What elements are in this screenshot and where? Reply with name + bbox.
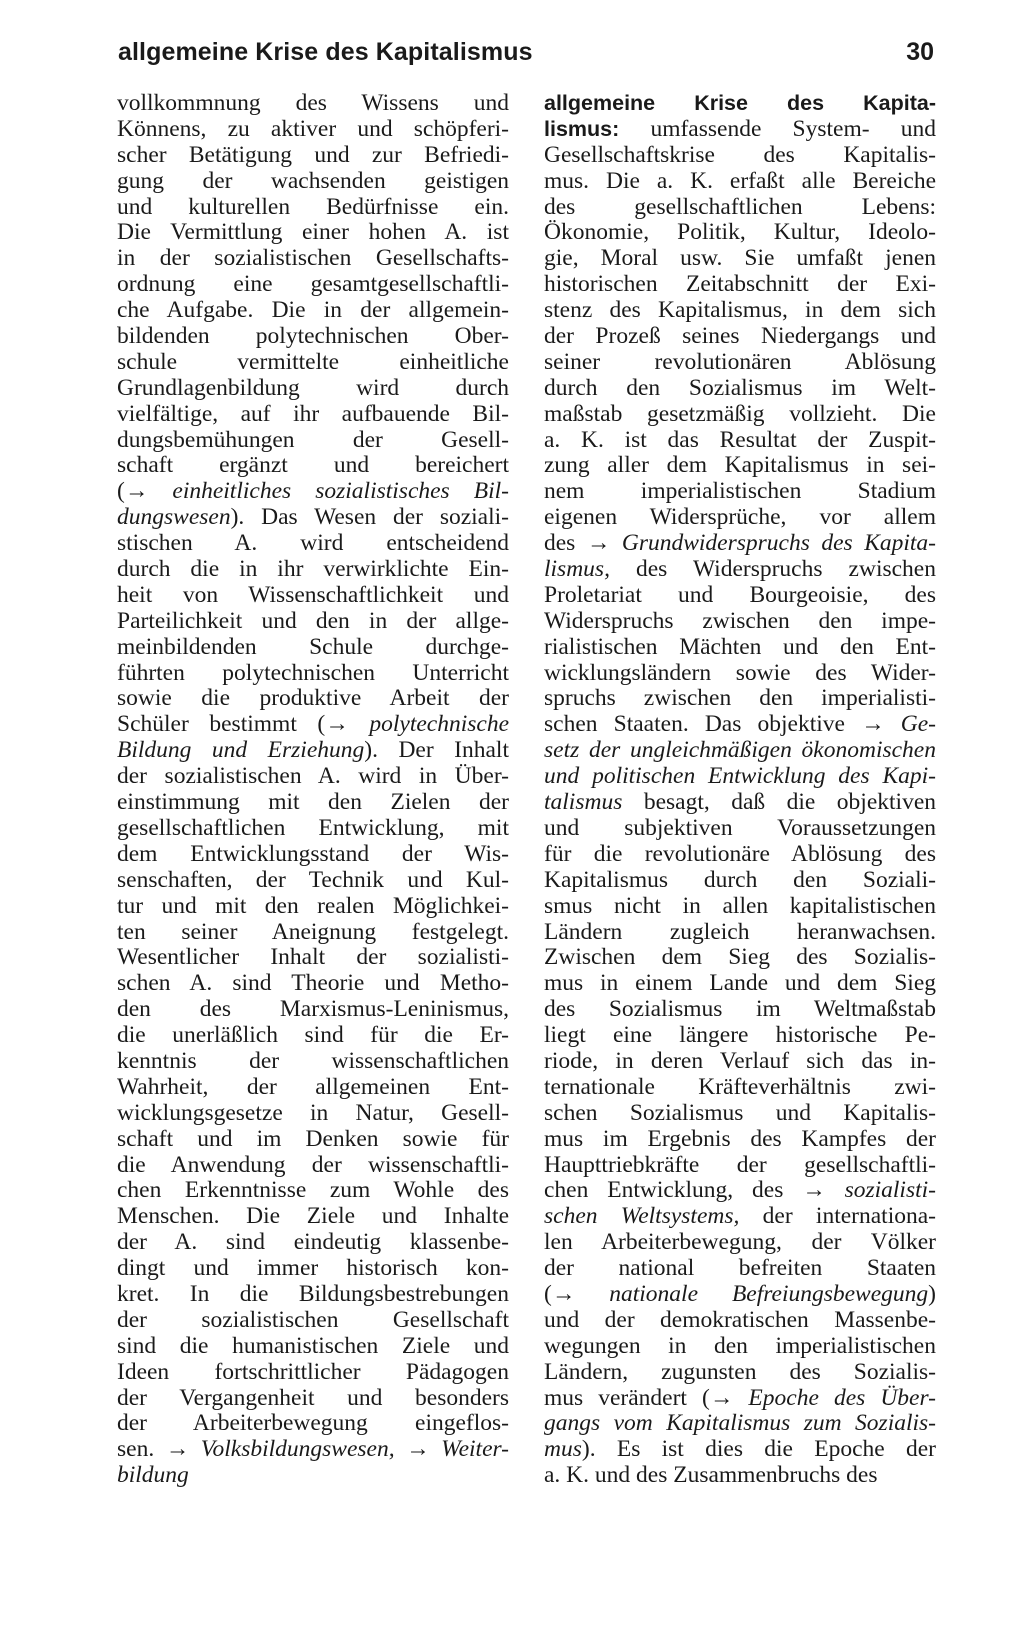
text-line — [117, 1463, 509, 1489]
text-run: scher Betätigung und zur Befriedi- — [117, 141, 509, 168]
text-line — [117, 1308, 509, 1334]
text-line — [117, 246, 509, 272]
text-run: durch die in ihr verwirklichte Ein- — [117, 556, 509, 583]
text-run: vielfältige, auf ihr aufbauende Bil- — [117, 400, 509, 427]
text-line — [544, 1023, 936, 1049]
text-run: dungsbemühungen der Gesell- — [117, 426, 509, 453]
text-run: sen. → — [117, 1436, 201, 1463]
text-run: kenntnis der wissenschaftlichen — [117, 1047, 509, 1074]
left-text-column — [117, 91, 509, 1489]
cross-reference-text: Volksbildungswesen, — [200, 1436, 395, 1463]
text-run: der national befreiten Staaten — [544, 1255, 936, 1282]
text-line — [544, 764, 936, 790]
text-run: len Arbeiterbewegung, der Völker — [544, 1229, 936, 1256]
text-run: a. K. und des Zusammenbruchs des — [544, 1462, 878, 1489]
cross-reference-text: und politischen Entwicklung des Kapi- — [544, 763, 936, 790]
text-line — [117, 453, 509, 479]
text-line — [117, 764, 509, 790]
text-line — [117, 143, 509, 169]
text-run: seiner revolutionären Ablösung — [544, 348, 936, 375]
text-line — [117, 1256, 509, 1282]
text-run: Ländern, zugunsten des Sozialis- — [544, 1358, 936, 1385]
text-run: die unerläßlich sind für die Er- — [117, 1022, 509, 1049]
text-run: bildenden polytechnischen Ober- — [117, 323, 509, 350]
text-line — [117, 712, 509, 738]
text-run: stenz des Kapitalismus, in dem sich — [544, 297, 936, 324]
text-line — [544, 894, 936, 920]
text-line — [544, 920, 936, 946]
text-line — [117, 945, 509, 971]
text-line — [117, 894, 509, 920]
text-line — [544, 246, 936, 272]
text-line — [117, 324, 509, 350]
text-line — [544, 997, 936, 1023]
entry-headword: lismus: — [544, 116, 620, 141]
cross-reference-text: bildung — [117, 1462, 189, 1489]
text-run: mus in einem Lande und dem Sieg — [544, 970, 936, 997]
text-line — [117, 1101, 509, 1127]
text-line — [117, 661, 509, 687]
text-run: Schüler bestimmt (→ — [117, 711, 370, 738]
text-run: gie, Moral usw. Sie umfaßt jenen — [544, 245, 936, 272]
text-run: Haupttriebkräfte der gesellschaftli- — [544, 1151, 936, 1178]
text-run: des Sozialismus im Weltmaßstab — [544, 996, 936, 1023]
text-line — [544, 505, 936, 531]
text-line — [544, 531, 936, 557]
text-line — [117, 557, 509, 583]
text-line — [544, 842, 936, 868]
text-line — [117, 1153, 509, 1179]
text-run: schen Staaten. Das objektive → — [544, 711, 901, 738]
text-run: sowie die produktive Arbeit der — [117, 685, 509, 712]
text-run: Gesellschaftskrise des Kapitalis- — [544, 141, 936, 168]
text-line — [544, 350, 936, 376]
text-run: Parteilichkeit und den in der allge- — [117, 607, 509, 634]
text-line — [117, 1360, 509, 1386]
text-run: Wahrheit, der allgemeinen Ent- — [117, 1073, 509, 1100]
cross-reference-text: sozialisti- — [844, 1177, 936, 1204]
text-run: eigenen Widersprüche, vor allem — [544, 504, 936, 531]
text-run: rialistischen Mächten und den Ent- — [544, 633, 936, 660]
cross-reference-text: Weiter- — [441, 1436, 510, 1463]
cross-reference-text: Bildung und Erziehung — [117, 737, 365, 764]
text-line — [544, 971, 936, 997]
text-run: umfassende System- und — [619, 115, 936, 142]
text-line — [544, 686, 936, 712]
text-line — [544, 1360, 936, 1386]
cross-reference-text: Epoche des Über- — [748, 1384, 936, 1411]
text-run: besagt, daß die objektiven — [622, 789, 936, 816]
text-line — [117, 1437, 509, 1463]
cross-reference-text: Ge- — [900, 711, 936, 738]
text-run: Proletariat und Bourgeoisie, des — [544, 581, 936, 608]
text-run: schule vermittelte einheitliche — [117, 348, 509, 375]
text-line — [117, 920, 509, 946]
text-run: mus. Die a. K. erfaßt alle Bereiche — [544, 167, 936, 194]
text-line — [117, 842, 509, 868]
text-line — [117, 1282, 509, 1308]
text-line — [117, 1230, 509, 1256]
text-run: Grundlagenbildung wird durch — [117, 374, 509, 401]
text-run: heit von Wissenschaftlichkeit und — [117, 581, 509, 608]
text-line — [117, 195, 509, 221]
text-line — [544, 479, 936, 505]
text-run: kret. In die Bildungsbestrebungen — [117, 1280, 509, 1307]
text-line — [544, 738, 936, 764]
text-run: historischen Zeitabschnitt der Exi- — [544, 271, 936, 298]
text-run: nem imperialistischen Stadium — [544, 478, 936, 505]
text-run: ). Der Inhalt — [364, 737, 509, 764]
text-run: Kapitalismus durch den Soziali- — [544, 866, 936, 893]
text-line — [117, 1334, 509, 1360]
text-run: Ideen fortschrittlicher Pädagogen — [117, 1358, 509, 1385]
text-line — [117, 505, 509, 531]
text-line — [544, 272, 936, 298]
text-line — [117, 686, 509, 712]
text-line — [544, 324, 936, 350]
text-line — [544, 945, 936, 971]
text-run: che Aufgabe. Die in der allgemein- — [117, 297, 509, 324]
text-line — [544, 557, 936, 583]
text-run: schen A. sind Theorie und Metho- — [117, 970, 509, 997]
text-line — [544, 816, 936, 842]
text-run: schaft ergänzt und bereichert — [117, 452, 509, 479]
entry-headword: allgemeine Krise des Kapita- — [544, 91, 936, 115]
text-line — [544, 1127, 936, 1153]
text-run: Ländern zugleich heranwachsen. — [544, 918, 936, 945]
text-run: Zwischen dem Sieg des Sozialis- — [544, 944, 936, 971]
text-line — [117, 531, 509, 557]
text-line — [544, 298, 936, 324]
text-line — [544, 1463, 936, 1489]
text-line — [544, 1334, 936, 1360]
text-line — [544, 1437, 936, 1463]
text-line — [544, 1153, 936, 1179]
text-line — [117, 1023, 509, 1049]
text-run: dingt und immer historisch kon- — [117, 1255, 509, 1282]
text-line — [117, 790, 509, 816]
text-line — [117, 583, 509, 609]
text-line — [117, 1075, 509, 1101]
text-run: mus im Ergebnis des Kampfes der — [544, 1125, 936, 1152]
text-run: schaft und im Denken sowie für — [117, 1125, 509, 1152]
text-run: die Anwendung der wissenschaftli- — [117, 1151, 509, 1178]
text-line — [544, 220, 936, 246]
text-run: a. K. ist das Resultat der Zuspit- — [544, 426, 936, 453]
text-line — [544, 1411, 936, 1437]
text-run: ). Das Wesen der soziali- — [230, 504, 509, 531]
text-line — [117, 738, 509, 764]
text-run: dem Entwicklungsstand der Wis- — [117, 840, 509, 867]
text-run: smus nicht in allen kapitalistischen — [544, 892, 936, 919]
text-line — [117, 1204, 509, 1230]
text-line — [117, 609, 509, 635]
text-line — [544, 712, 936, 738]
text-line — [544, 195, 936, 221]
text-line — [117, 350, 509, 376]
text-run: des gesellschaftlichen Lebens: — [544, 193, 936, 220]
text-run: des → — [544, 530, 622, 557]
text-run: senschaften, der Technik und Kul- — [117, 866, 509, 893]
text-line — [544, 1256, 936, 1282]
text-run: ternationale Kräfteverhältnis zwi- — [544, 1073, 936, 1100]
text-run: wegungen in den imperialistischen — [544, 1332, 936, 1359]
text-run: Ökonomie, Politik, Kultur, Ideolo- — [544, 219, 936, 246]
text-run: chen Erkenntnisse zum Wohle des — [117, 1177, 509, 1204]
text-line — [117, 91, 509, 117]
text-run: und der demokratischen Massenbe- — [544, 1306, 936, 1333]
text-run: Die Vermittlung einer hohen A. ist — [117, 219, 509, 246]
text-line — [117, 1411, 509, 1437]
text-line — [117, 169, 509, 195]
text-line — [117, 1386, 509, 1412]
text-line — [117, 376, 509, 402]
text-line — [117, 1127, 509, 1153]
text-run: und subjektiven Voraussetzungen — [544, 814, 936, 841]
text-line — [544, 661, 936, 687]
text-line — [117, 635, 509, 661]
text-run: den des Marxismus-Leninismus, — [117, 996, 509, 1023]
text-run: in der sozialistischen Gesellschafts- — [117, 245, 509, 272]
text-line — [544, 1204, 936, 1230]
text-run: gung der wachsenden geistigen — [117, 167, 509, 194]
text-line — [544, 1178, 936, 1204]
text-line — [544, 376, 936, 402]
text-run: der Vergangenheit und besonders — [117, 1384, 509, 1411]
text-line — [544, 1101, 936, 1127]
text-run: Widerspruchs zwischen den impe- — [544, 607, 936, 634]
text-line — [117, 1049, 509, 1075]
text-run: des Widerspruchs zwischen — [609, 556, 936, 583]
text-line — [544, 1049, 936, 1075]
text-line — [544, 453, 936, 479]
text-run: sind die humanistischen Ziele und — [117, 1332, 509, 1359]
text-line — [544, 1075, 936, 1101]
text-line — [117, 402, 509, 428]
text-run: der Prozeß seines Niedergangs und — [544, 323, 936, 350]
cross-reference-text: polytechnische — [369, 711, 509, 738]
running-header-title: allgemeine Krise des Kapitalismus — [118, 38, 533, 66]
cross-reference-text: nationale Befreiungsbewegung — [609, 1280, 929, 1307]
text-run: (→ — [544, 1280, 610, 1307]
text-line — [544, 1282, 936, 1308]
text-run: chen Entwicklung, des → — [544, 1177, 845, 1204]
text-run: vollkommnung des Wissens und — [117, 90, 509, 116]
text-run: der A. sind eindeutig klassenbe- — [117, 1229, 509, 1256]
text-run: meinbildenden Schule durchge- — [117, 633, 509, 660]
text-line — [544, 583, 936, 609]
cross-reference-text: talismus — [544, 789, 623, 816]
text-run: ordnung eine gesamtgesellschaftli- — [117, 271, 509, 298]
text-line — [117, 1178, 509, 1204]
page-number: 30 — [906, 38, 934, 66]
text-line — [117, 479, 509, 505]
text-line — [544, 117, 936, 143]
text-line — [117, 868, 509, 894]
cross-reference-text: schen Weltsystems, — [544, 1203, 740, 1230]
right-text-column — [544, 91, 936, 1489]
text-line — [544, 428, 936, 454]
cross-reference-text: setz der ungleichmäßigen ökonomischen — [544, 737, 936, 764]
text-run: riode, in deren Verlauf sich das in- — [544, 1047, 936, 1074]
text-run: führten polytechnischen Unterricht — [117, 659, 509, 686]
text-run: → — [394, 1436, 442, 1463]
text-run: liegt eine längere historische Pe- — [544, 1022, 936, 1049]
text-run: der Arbeiterbewegung eingeflos- — [117, 1410, 509, 1437]
cross-reference-text: mus — [544, 1436, 582, 1463]
text-line — [544, 91, 936, 117]
text-line — [544, 1230, 936, 1256]
text-run: wicklungsgesetze in Natur, Gesell- — [117, 1099, 509, 1126]
text-line — [544, 868, 936, 894]
text-run: Menschen. Die Ziele und Inhalte — [117, 1203, 509, 1230]
text-run: und kulturellen Bedürfnisse ein. — [117, 193, 509, 220]
text-line — [117, 816, 509, 842]
cross-reference-text: einheitliches sozialistisches Bil- — [172, 478, 509, 505]
text-line — [544, 635, 936, 661]
cross-reference-text: dungswesen — [117, 504, 231, 531]
text-line — [117, 272, 509, 298]
text-run: Könnens, zu aktiver und schöpferi- — [117, 115, 509, 142]
text-run: spruchs zwischen den imperialisti- — [544, 685, 936, 712]
text-run: durch den Sozialismus im Welt- — [544, 374, 936, 401]
text-run: mus verändert (→ — [544, 1384, 749, 1411]
cross-reference-text: Grundwiderspruchs des Kapita- — [621, 530, 936, 557]
text-line — [117, 428, 509, 454]
text-line — [117, 997, 509, 1023]
text-run: zung aller dem Kapitalismus in sei- — [544, 452, 936, 479]
text-run: wicklungsländern sowie des Wider- — [544, 659, 936, 686]
text-run: der sozialistischen A. wird in Über- — [117, 763, 509, 790]
text-line — [117, 971, 509, 997]
text-line — [117, 298, 509, 324]
text-line — [117, 220, 509, 246]
text-run: tur und mit den realen Möglichkei- — [117, 892, 509, 919]
text-run: maßstab gesetzmäßig vollzieht. Die — [544, 400, 936, 427]
text-line — [544, 609, 936, 635]
cross-reference-text: lismus, — [544, 556, 610, 583]
text-line — [544, 1386, 936, 1412]
cross-reference-text: gangs vom Kapitalismus zum Sozialis- — [544, 1410, 936, 1437]
text-line — [544, 1308, 936, 1334]
text-run: für die revolutionäre Ablösung des — [544, 840, 936, 867]
text-run: Wesentlicher Inhalt der sozialisti- — [117, 944, 509, 971]
text-run: der internationa- — [739, 1203, 936, 1230]
text-run: (→ — [117, 478, 173, 505]
text-line — [544, 169, 936, 195]
text-run: der sozialistischen Gesellschaft — [117, 1306, 509, 1333]
text-line — [544, 790, 936, 816]
text-run: einstimmung mit den Zielen der — [117, 789, 509, 816]
text-line — [544, 143, 936, 169]
text-line — [544, 402, 936, 428]
text-run: gesellschaftlichen Entwicklung, mit — [117, 814, 509, 841]
text-run: ) — [928, 1280, 936, 1307]
text-run: ). Es ist dies die Epoche der — [581, 1436, 936, 1463]
text-run: stischen A. wird entscheidend — [117, 530, 509, 557]
text-run: ten seiner Aneignung festgelegt. — [117, 918, 509, 945]
text-run: schen Sozialismus und Kapitalis- — [544, 1099, 936, 1126]
text-line — [117, 117, 509, 143]
